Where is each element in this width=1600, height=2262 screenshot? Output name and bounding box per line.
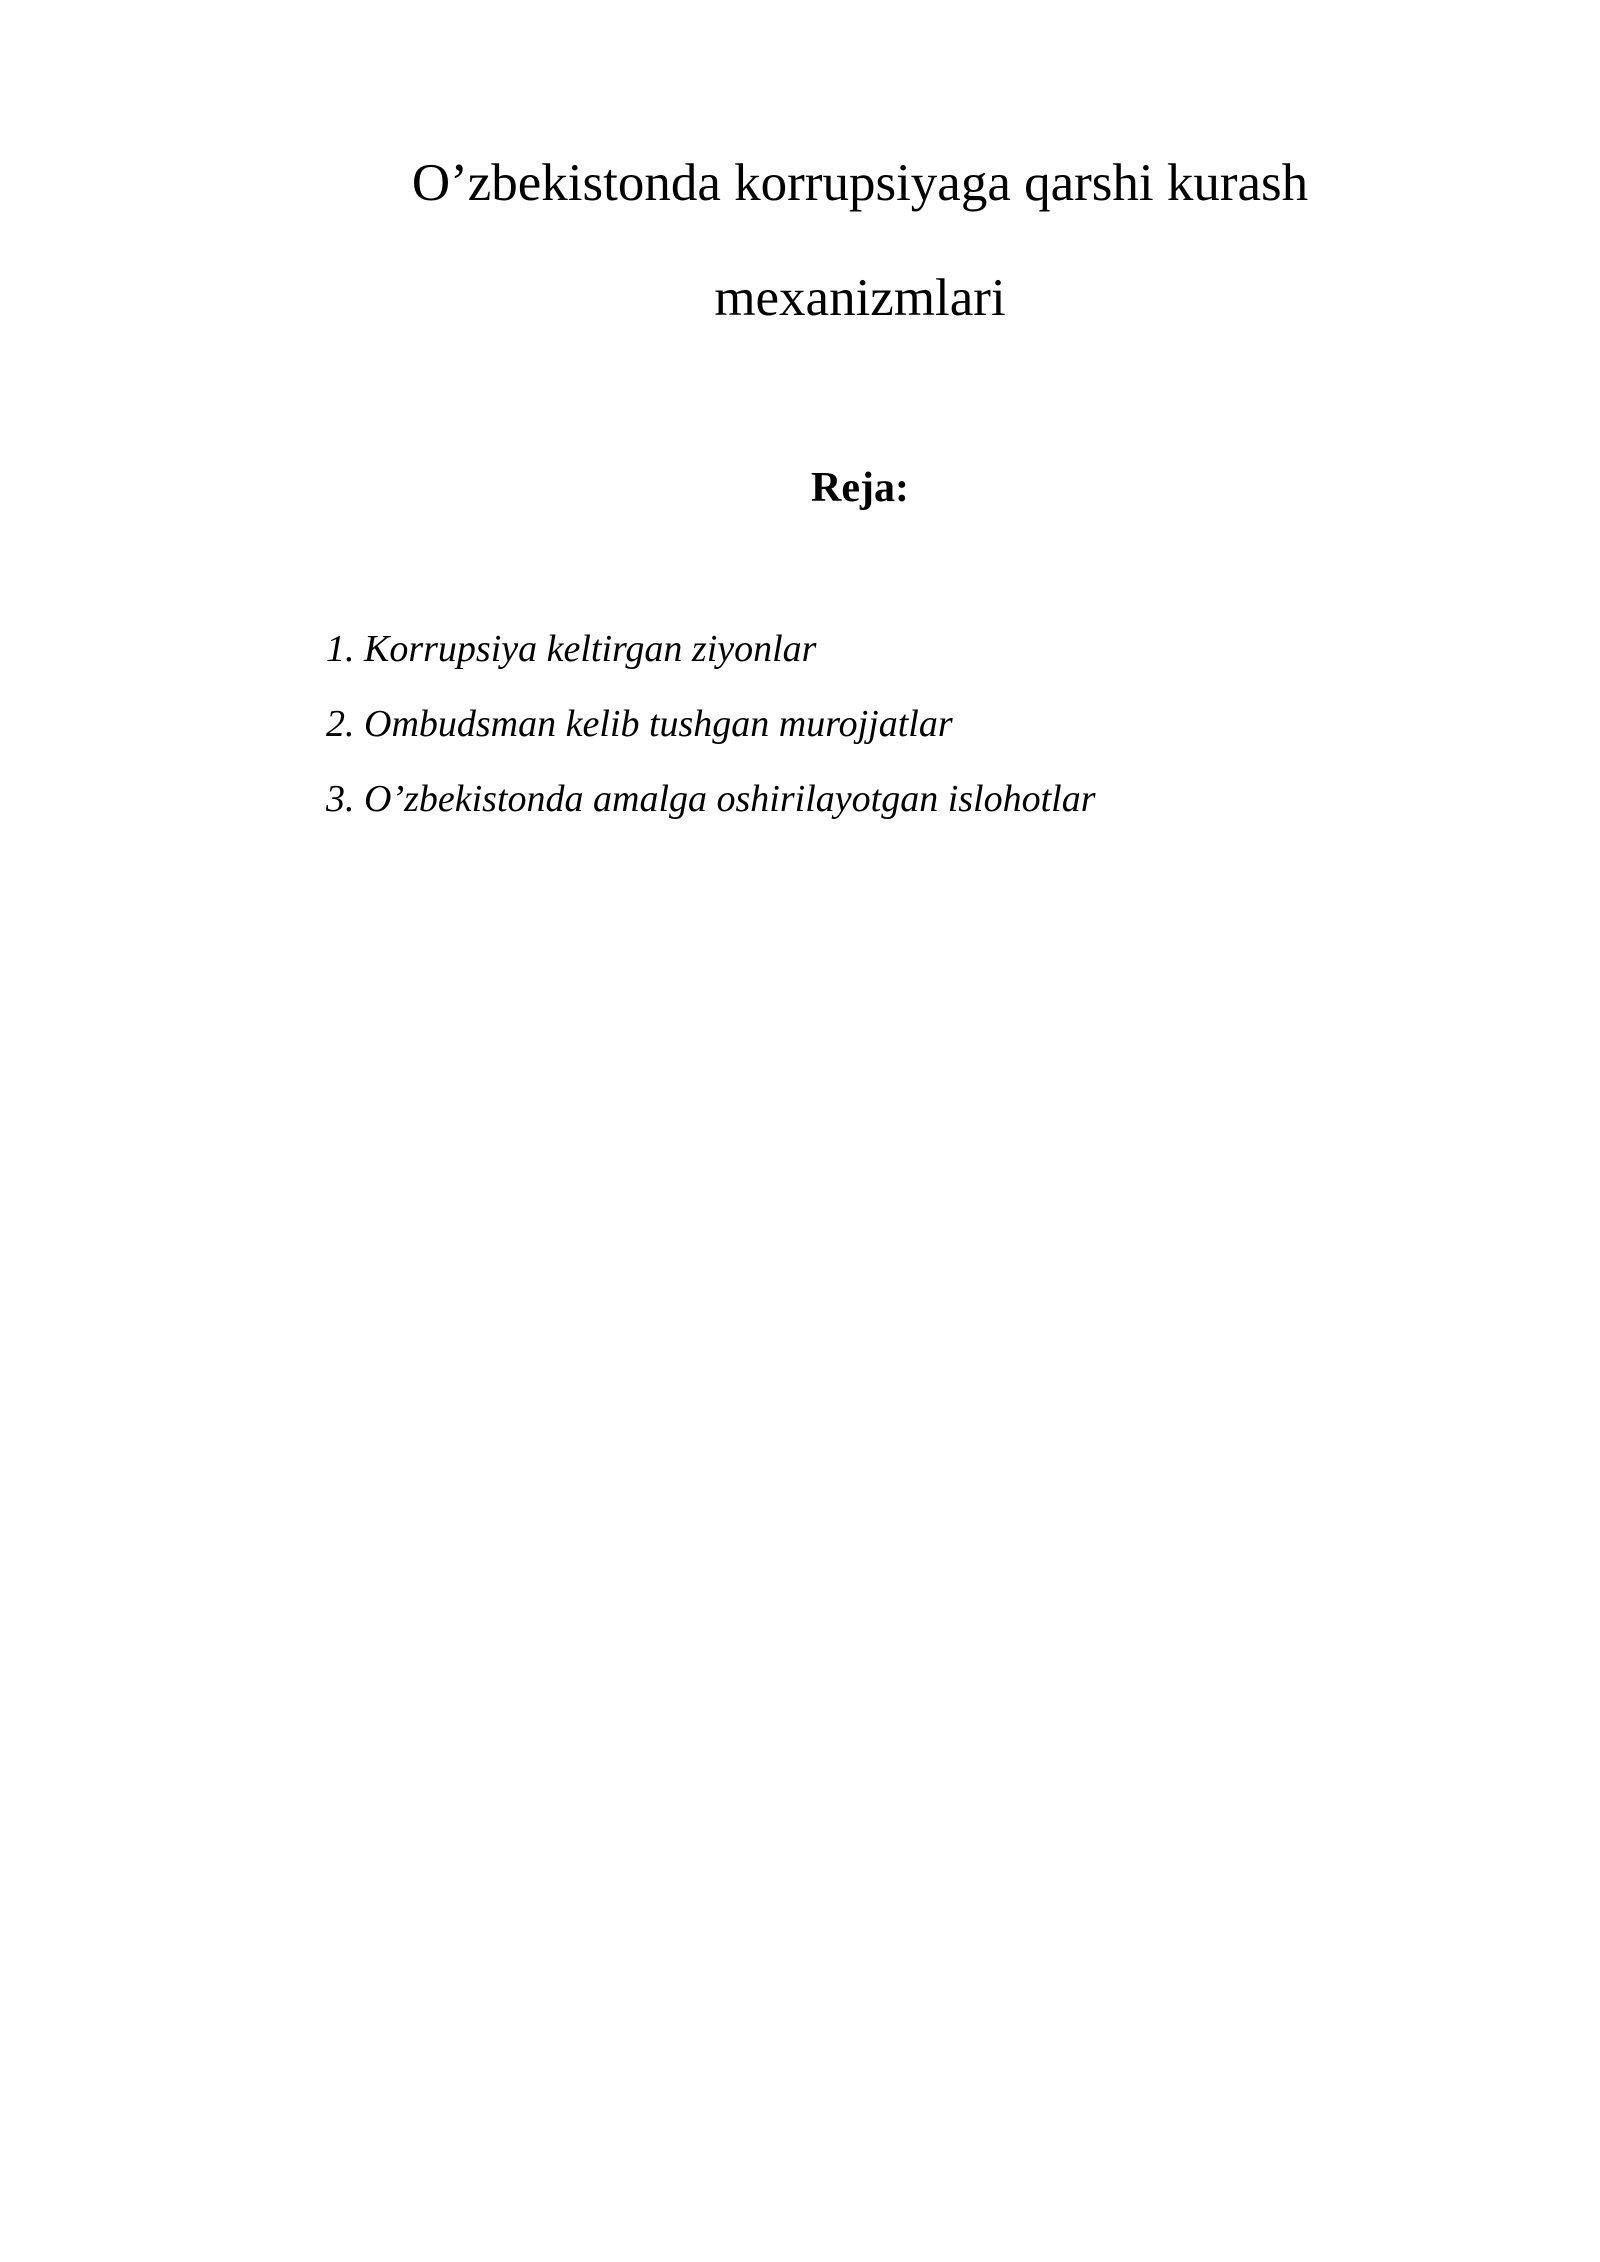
plan-heading: Reja: [811,465,909,511]
title-line: O’zbekistonda korrupsiyaga qarshi kurash [411,154,1309,212]
title-line: mexanizmlari [714,269,1006,327]
plan-list [326,624,1096,849]
plan-item-text: O’zbekistonda amalga oshirilayotgan islohotlar [364,778,1096,820]
plan-item [326,699,1096,749]
plan-item-text: Ombudsman kelib tushgan murojjatlar [364,703,953,745]
document-title [340,148,1380,333]
plan-item-number: 2. [326,703,355,745]
plan-item-text: Korrupsiya keltirgan ziyonlar [364,628,817,670]
plan-item-number: 3. [326,778,355,820]
plan-item [326,774,1096,824]
plan-item-number: 1. [326,628,355,670]
plan-item [326,624,1096,674]
